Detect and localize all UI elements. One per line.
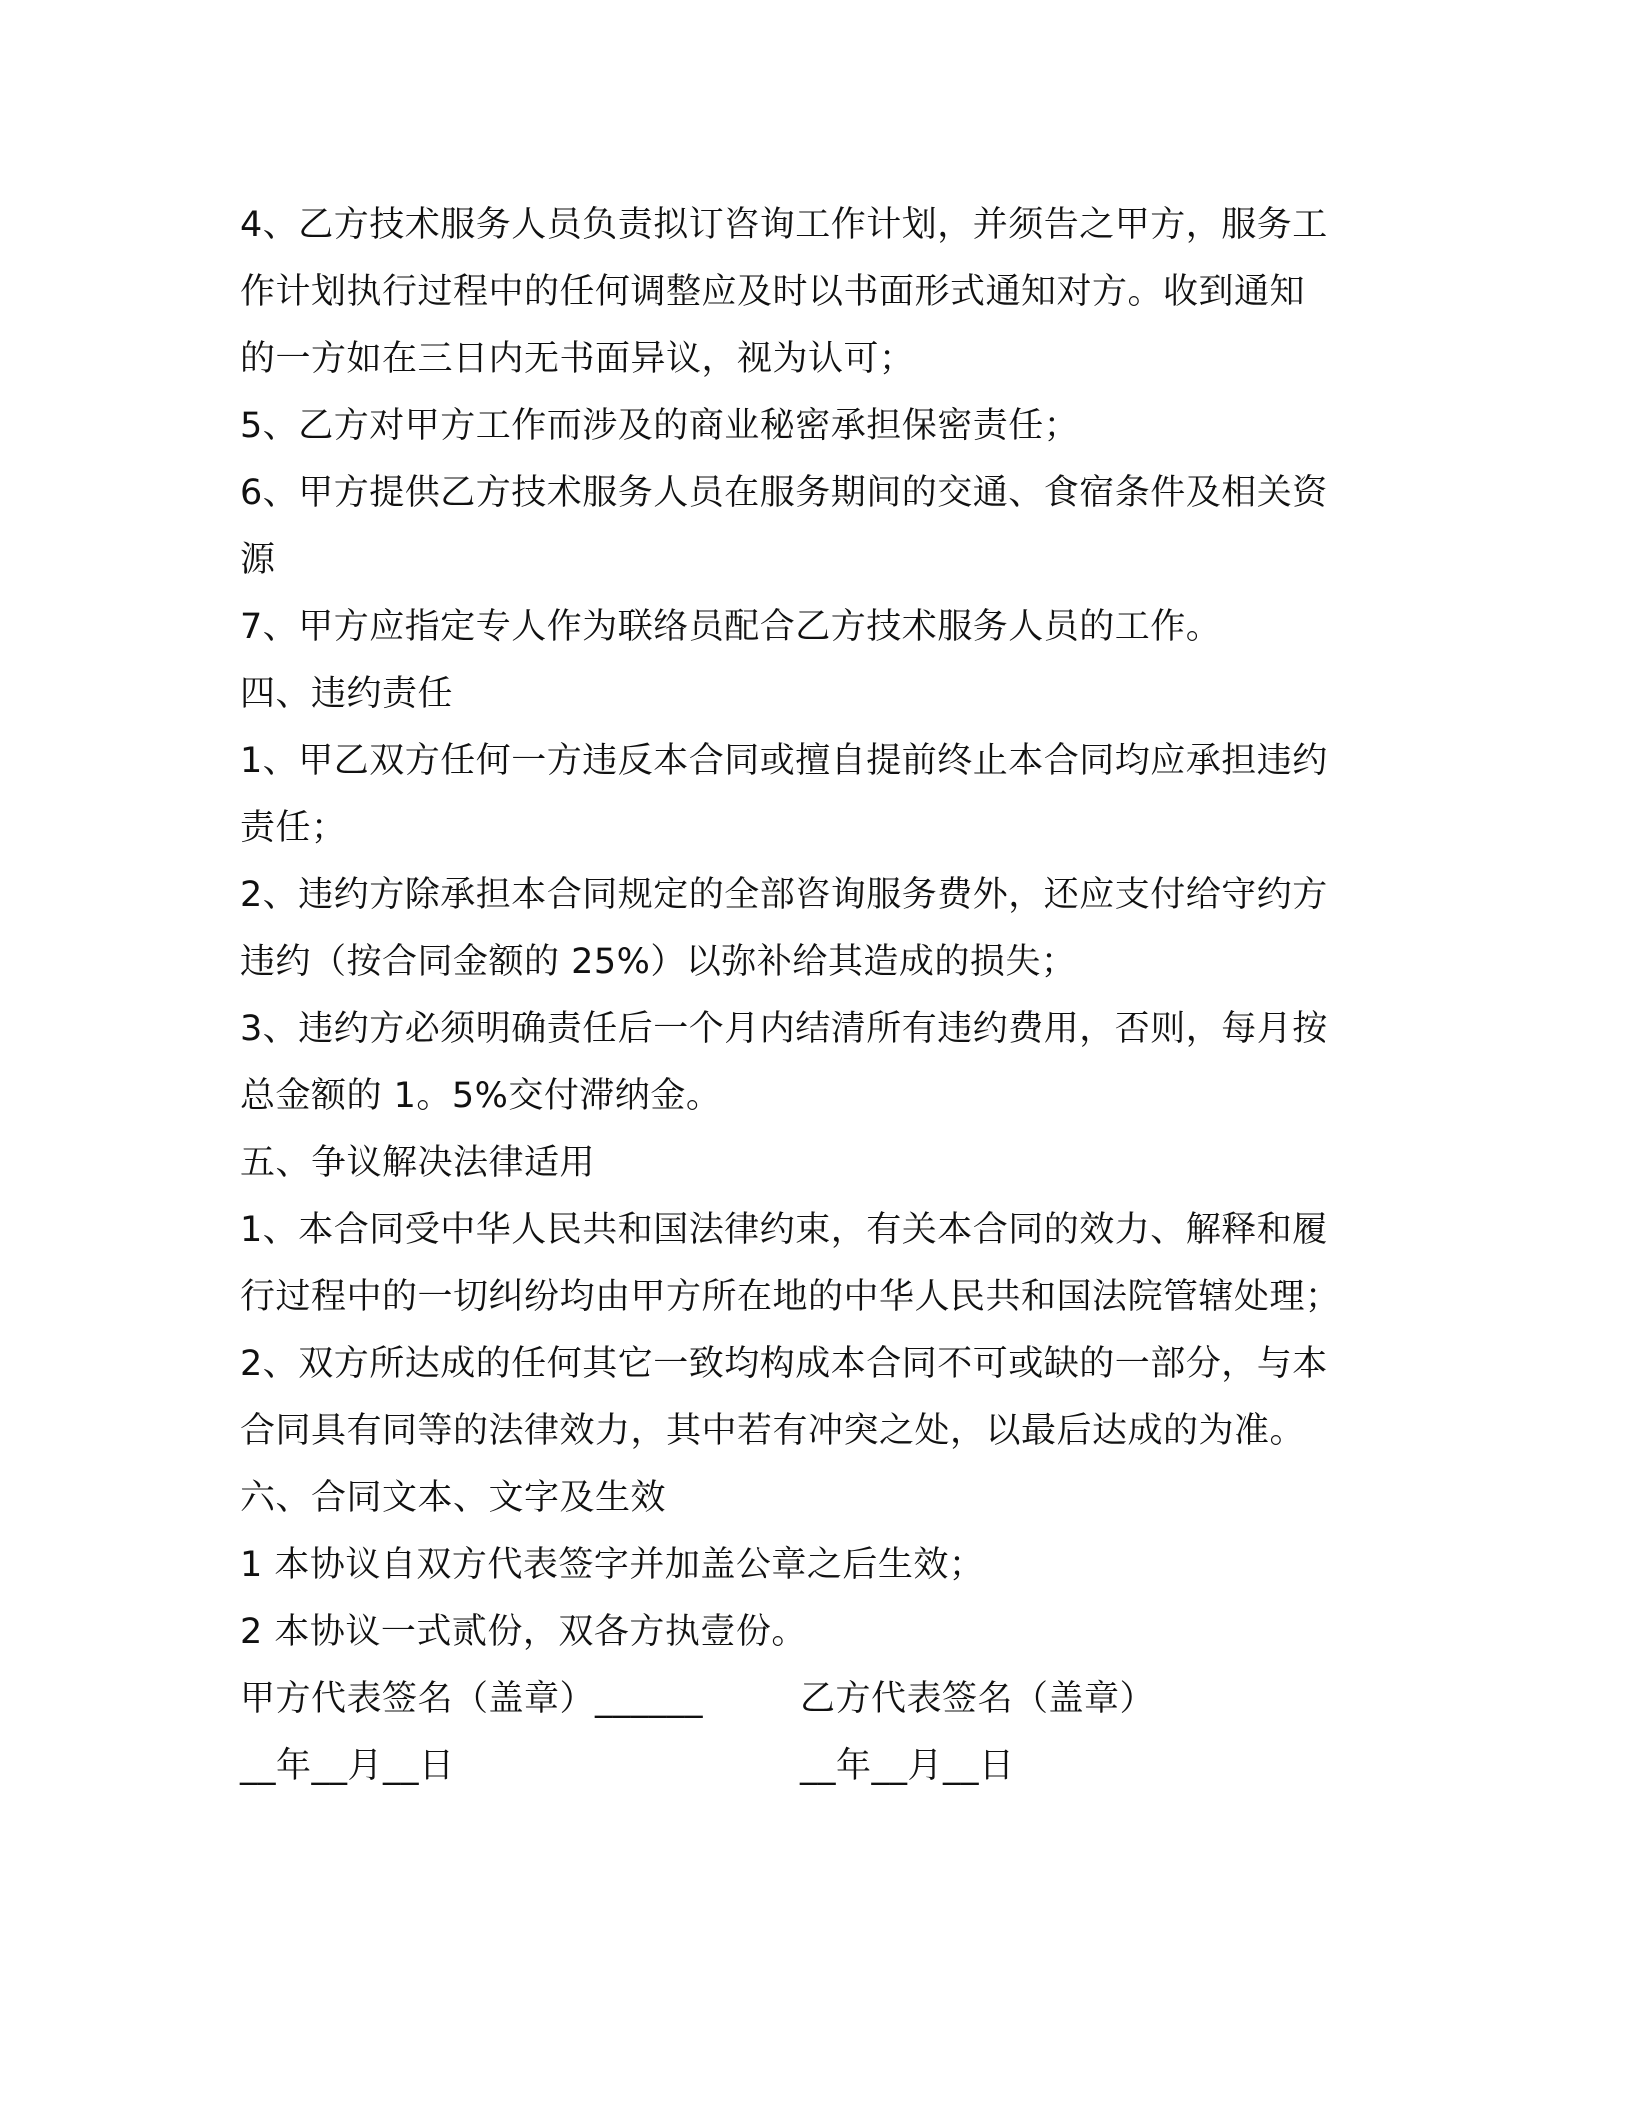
text-line: 5、乙方对甲方工作而涉及的商业秘密承担保密责任； xyxy=(240,406,1080,446)
text-line: 的一方如在三日内无书面异议，视为认可； xyxy=(240,339,915,379)
text-line: 4、乙方技术服务人员负责拟订咨询工作计划，并须告之甲方，服务工 xyxy=(240,205,1328,245)
contract-body xyxy=(240,192,1380,1800)
section-heading: 四、违约责任 xyxy=(240,674,454,714)
text-line: 行过程中的一切纠纷均由甲方所在地的中华人民共和国法院管辖处理； xyxy=(240,1277,1341,1317)
text-line: 1、甲乙双方任何一方违反本合同或擅自提前终止本合同均应承担违约 xyxy=(240,741,1328,781)
text-line: 2 本协议一式贰份，双各方执壹份。 xyxy=(240,1612,807,1652)
text-line: 作计划执行过程中的任何调整应及时以书面形式通知对方。收到通知 xyxy=(240,272,1306,312)
section-heading: 五、争议解决法律适用 xyxy=(240,1143,596,1183)
text-line: 总金额的 1。5%交付滞纳金。 xyxy=(240,1076,722,1116)
text-line: 6、甲方提供乙方技术服务人员在服务期间的交通、食宿条件及相关资 xyxy=(240,473,1328,513)
date-row xyxy=(240,1733,1380,1800)
text-line: 7、甲方应指定专人作为联络员配合乙方技术服务人员的工作。 xyxy=(240,607,1222,647)
text-line: 2、双方所达成的任何其它一致均构成本合同不可或缺的一部分，与本 xyxy=(240,1344,1328,1384)
text-line: 责任； xyxy=(240,808,347,848)
party-a-date: __年__月__日 xyxy=(240,1746,455,1786)
text-line: 1、本合同受中华人民共和国法律约束，有关本合同的效力、解释和履 xyxy=(240,1210,1328,1250)
text-line: 1 本协议自双方代表签字并加盖公章之后生效； xyxy=(240,1545,985,1585)
section-heading: 六、合同文本、文字及生效 xyxy=(240,1478,667,1518)
text-line: 3、违约方必须明确责任后一个月内结清所有违约费用，否则，每月按 xyxy=(240,1009,1328,1049)
signature-row xyxy=(240,1666,1380,1733)
party-b-date: __年__月__日 xyxy=(800,1746,1015,1786)
party-b-signature: 乙方代表签名（盖章） xyxy=(800,1679,1156,1719)
text-line: 违约（按合同金额的 25%）以弥补给其造成的损失； xyxy=(240,942,1077,982)
text-line: 2、违约方除承担本合同规定的全部咨询服务费外，还应支付给守约方 xyxy=(240,875,1328,915)
text-line: 合同具有同等的法律效力，其中若有冲突之处，以最后达成的为准。 xyxy=(240,1411,1306,1451)
party-a-signature: 甲方代表签名（盖章）______ xyxy=(240,1679,704,1719)
text-line: 源 xyxy=(240,540,276,580)
